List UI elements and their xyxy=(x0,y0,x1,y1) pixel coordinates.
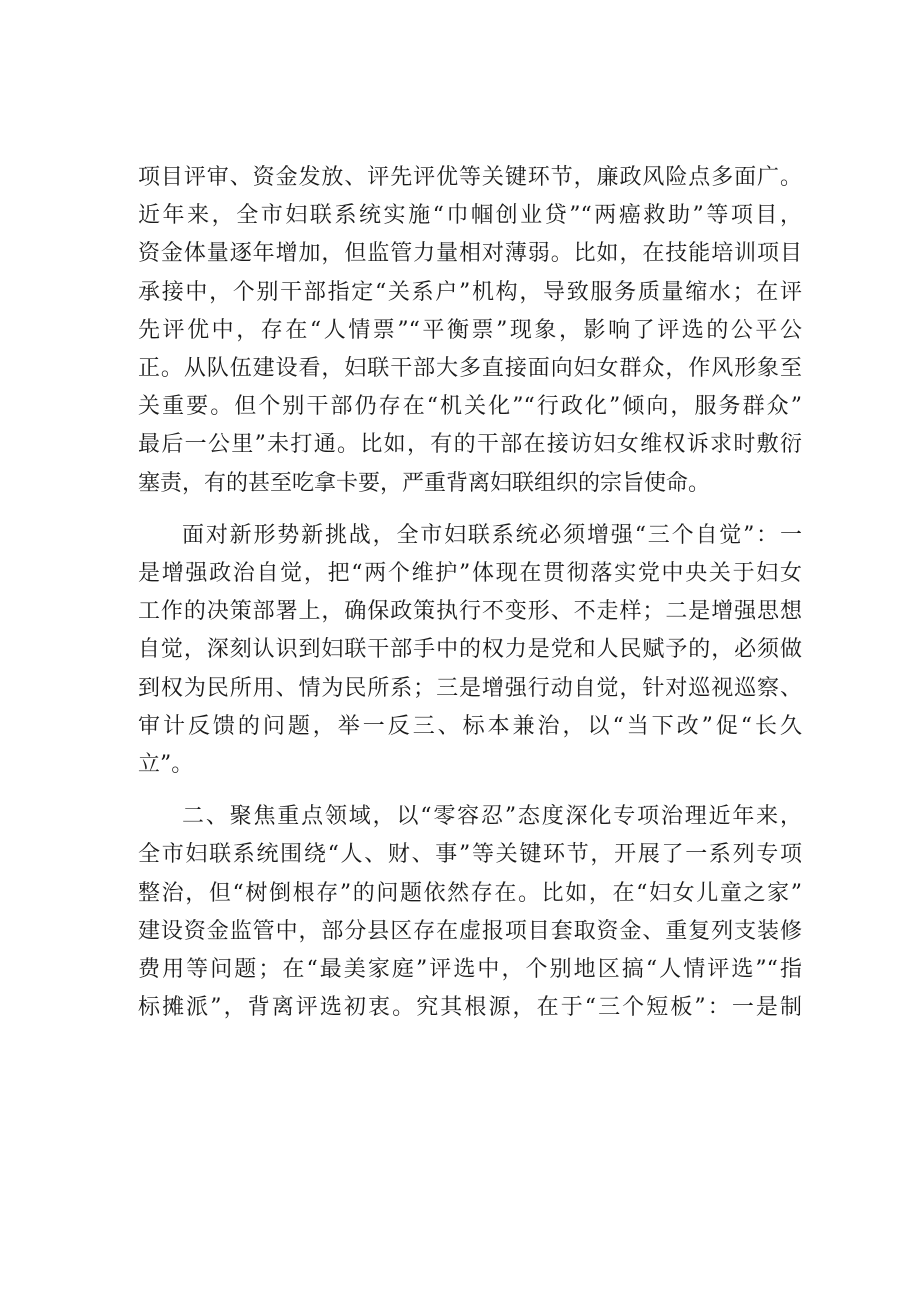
text-line: 塞责，有的甚至吃拿卡要，严重背离妇联组织的宗旨使命。 xyxy=(138,470,711,496)
section-heading-line: 二、聚焦重点领域，以“零容忍”态度深化专项治理近年来， xyxy=(182,804,802,830)
text-line: 先评优中，存在“人情票”“平衡票”现象，影响了评选的公平公 xyxy=(138,317,802,343)
text-line: 近年来，全市妇联系统实施“巾帼创业贷”“两癌救助”等项目， xyxy=(138,203,802,229)
text-line: 关重要。但个别干部仍存在“机关化”“行政化”倾向，服务群众” xyxy=(138,394,802,420)
text-line: 标摊派”，背离评选初衷。究其根源，在于“三个短板”：一是制 xyxy=(138,995,802,1021)
text-line: 立”。 xyxy=(138,752,194,778)
text-line: 面对新形势新挑战，全市妇联系统必须增强“三个自觉”：一 xyxy=(182,522,802,548)
text-line: 资金体量逐年增加，但监管力量相对薄弱。比如，在技能培训项目 xyxy=(138,241,802,267)
text-line: 最后一公里”未打通。比如，有的干部在接访妇女维权诉求时敷衍 xyxy=(138,432,802,458)
text-line: 自觉，深刻认识到妇联干部手中的权力是党和人民赋予的，必须做 xyxy=(138,637,802,663)
text-line: 到权为民所用、情为民所系；三是增强行动自觉，针对巡视巡察、 xyxy=(138,675,802,701)
paragraph-3 xyxy=(138,798,802,1027)
text-line: 承接中，个别干部指定“关系户”机构，导致服务质量缩水；在评 xyxy=(138,279,802,305)
text-line: 费用等问题；在“最美家庭”评选中，个别地区搞“人情评选”“指 xyxy=(138,957,802,983)
paragraph-1 xyxy=(138,159,802,503)
text-line: 审计反馈的问题，举一反三、标本兼治，以“当下改”促“长久 xyxy=(138,713,802,739)
document-body xyxy=(138,159,802,1027)
text-line: 是增强政治自觉，把“两个维护”体现在贯彻落实党中央关于妇女 xyxy=(138,561,802,587)
text-line: 建设资金监管中，部分县区存在虚报项目套取资金、重复列支装修 xyxy=(138,918,802,944)
text-line: 项目评审、资金发放、评先评优等关键环节，廉政风险点多面广。 xyxy=(138,165,802,190)
text-line: 整治，但“树倒根存”的问题依然存在。比如，在“妇女儿童之家” xyxy=(138,880,802,906)
text-line: 正。从队伍建设看，妇联干部大多直接面向妇女群众，作风形象至 xyxy=(138,356,802,382)
text-line: 全市妇联系统围绕“人、财、事”等关键环节，开展了一系列专项 xyxy=(138,842,802,868)
paragraph-2 xyxy=(138,517,802,784)
text-line: 工作的决策部署上，确保政策执行不变形、不走样；二是增强思想 xyxy=(138,599,802,625)
